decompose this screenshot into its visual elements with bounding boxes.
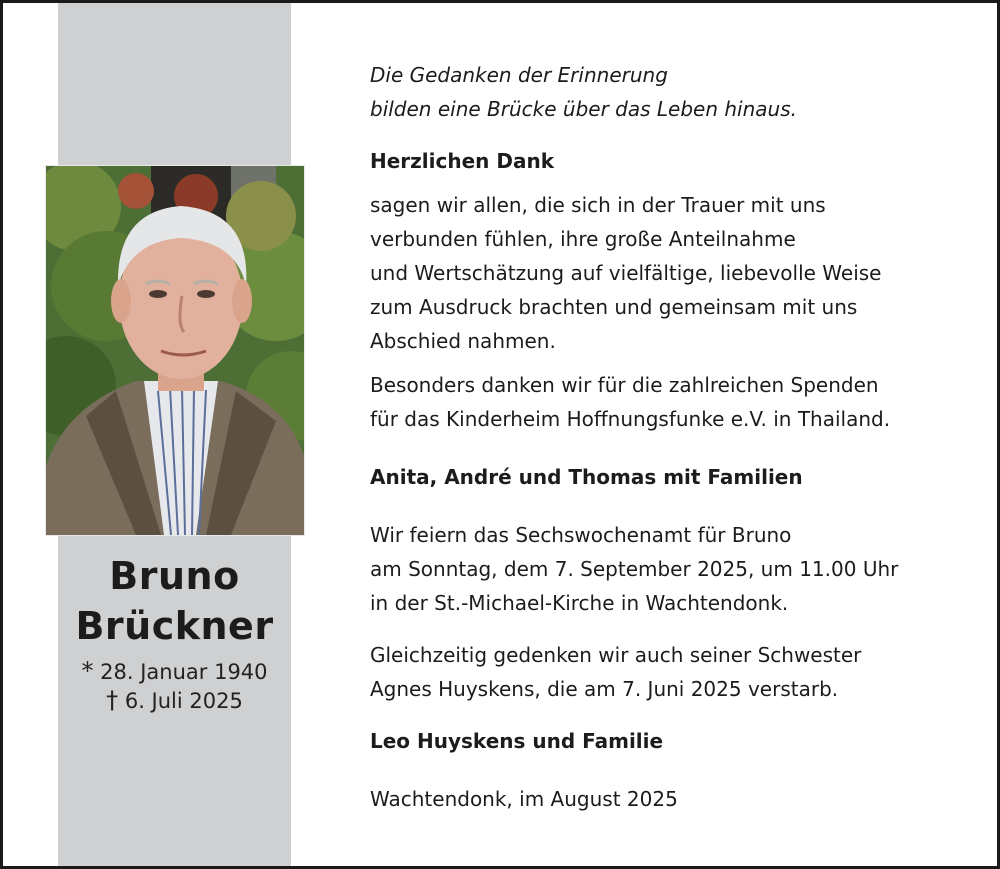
cross-icon: † <box>106 686 119 714</box>
thanks-line: und Wertschätzung auf vielfältige, liebevolle Weise <box>370 261 882 285</box>
birth-symbol: * <box>81 657 94 685</box>
thanks-line: zum Ausdruck brachten und gemeinsam mit uns <box>370 295 858 319</box>
donation-paragraph <box>370 368 970 436</box>
birth-date-line <box>81 657 267 686</box>
first-name: Bruno <box>109 554 240 598</box>
portrait-illustration <box>46 166 304 535</box>
mass-line: am Sonntag, dem 7. September 2025, um 11.00 Uhr <box>370 557 899 581</box>
notice-text <box>370 58 970 816</box>
thanks-line: verbunden fühlen, ihre große Anteilnahme <box>370 227 796 251</box>
family-signature-2: Leo Huyskens und Familie <box>370 729 664 753</box>
donation-line: für das Kinderheim Hoffnungsfunke e.V. in Thailand. <box>370 407 891 431</box>
sister-paragraph <box>370 638 970 706</box>
death-date-line <box>106 686 243 715</box>
mass-line: in der St.-Michael-Kirche in Wachtendonk. <box>370 591 789 615</box>
death-date: 6. Juli 2025 <box>124 689 243 713</box>
motto <box>370 58 970 126</box>
last-name: Brückner <box>75 604 274 648</box>
donation-line: Besonders danken wir für die zahlreichen Spenden <box>370 373 879 397</box>
thanks-line: sagen wir allen, die sich in der Trauer mit uns <box>370 193 826 217</box>
motto-line: bilden eine Brücke über das Leben hinaus. <box>370 97 797 121</box>
thanks-heading: Herzlichen Dank <box>370 149 555 173</box>
birth-date: 28. Januar 1940 <box>100 660 268 684</box>
sister-line: Gleichzeitig gedenken wir auch seiner Schwester <box>370 643 862 667</box>
thanks-paragraph <box>370 188 970 358</box>
motto-line: Die Gedanken der Erinnerung <box>370 63 668 87</box>
mass-line: Wir feiern das Sechswochenamt für Bruno <box>370 523 792 547</box>
place-date: Wachtendonk, im August 2025 <box>370 787 678 811</box>
mass-paragraph <box>370 518 970 620</box>
family-signature: Anita, André und Thomas mit Familien <box>370 465 803 489</box>
thanks-line: Abschied nahmen. <box>370 329 556 353</box>
deceased-block <box>58 551 291 715</box>
portrait-photo <box>45 165 305 536</box>
sister-line: Agnes Huyskens, die am 7. Juni 2025 verstarb. <box>370 677 839 701</box>
